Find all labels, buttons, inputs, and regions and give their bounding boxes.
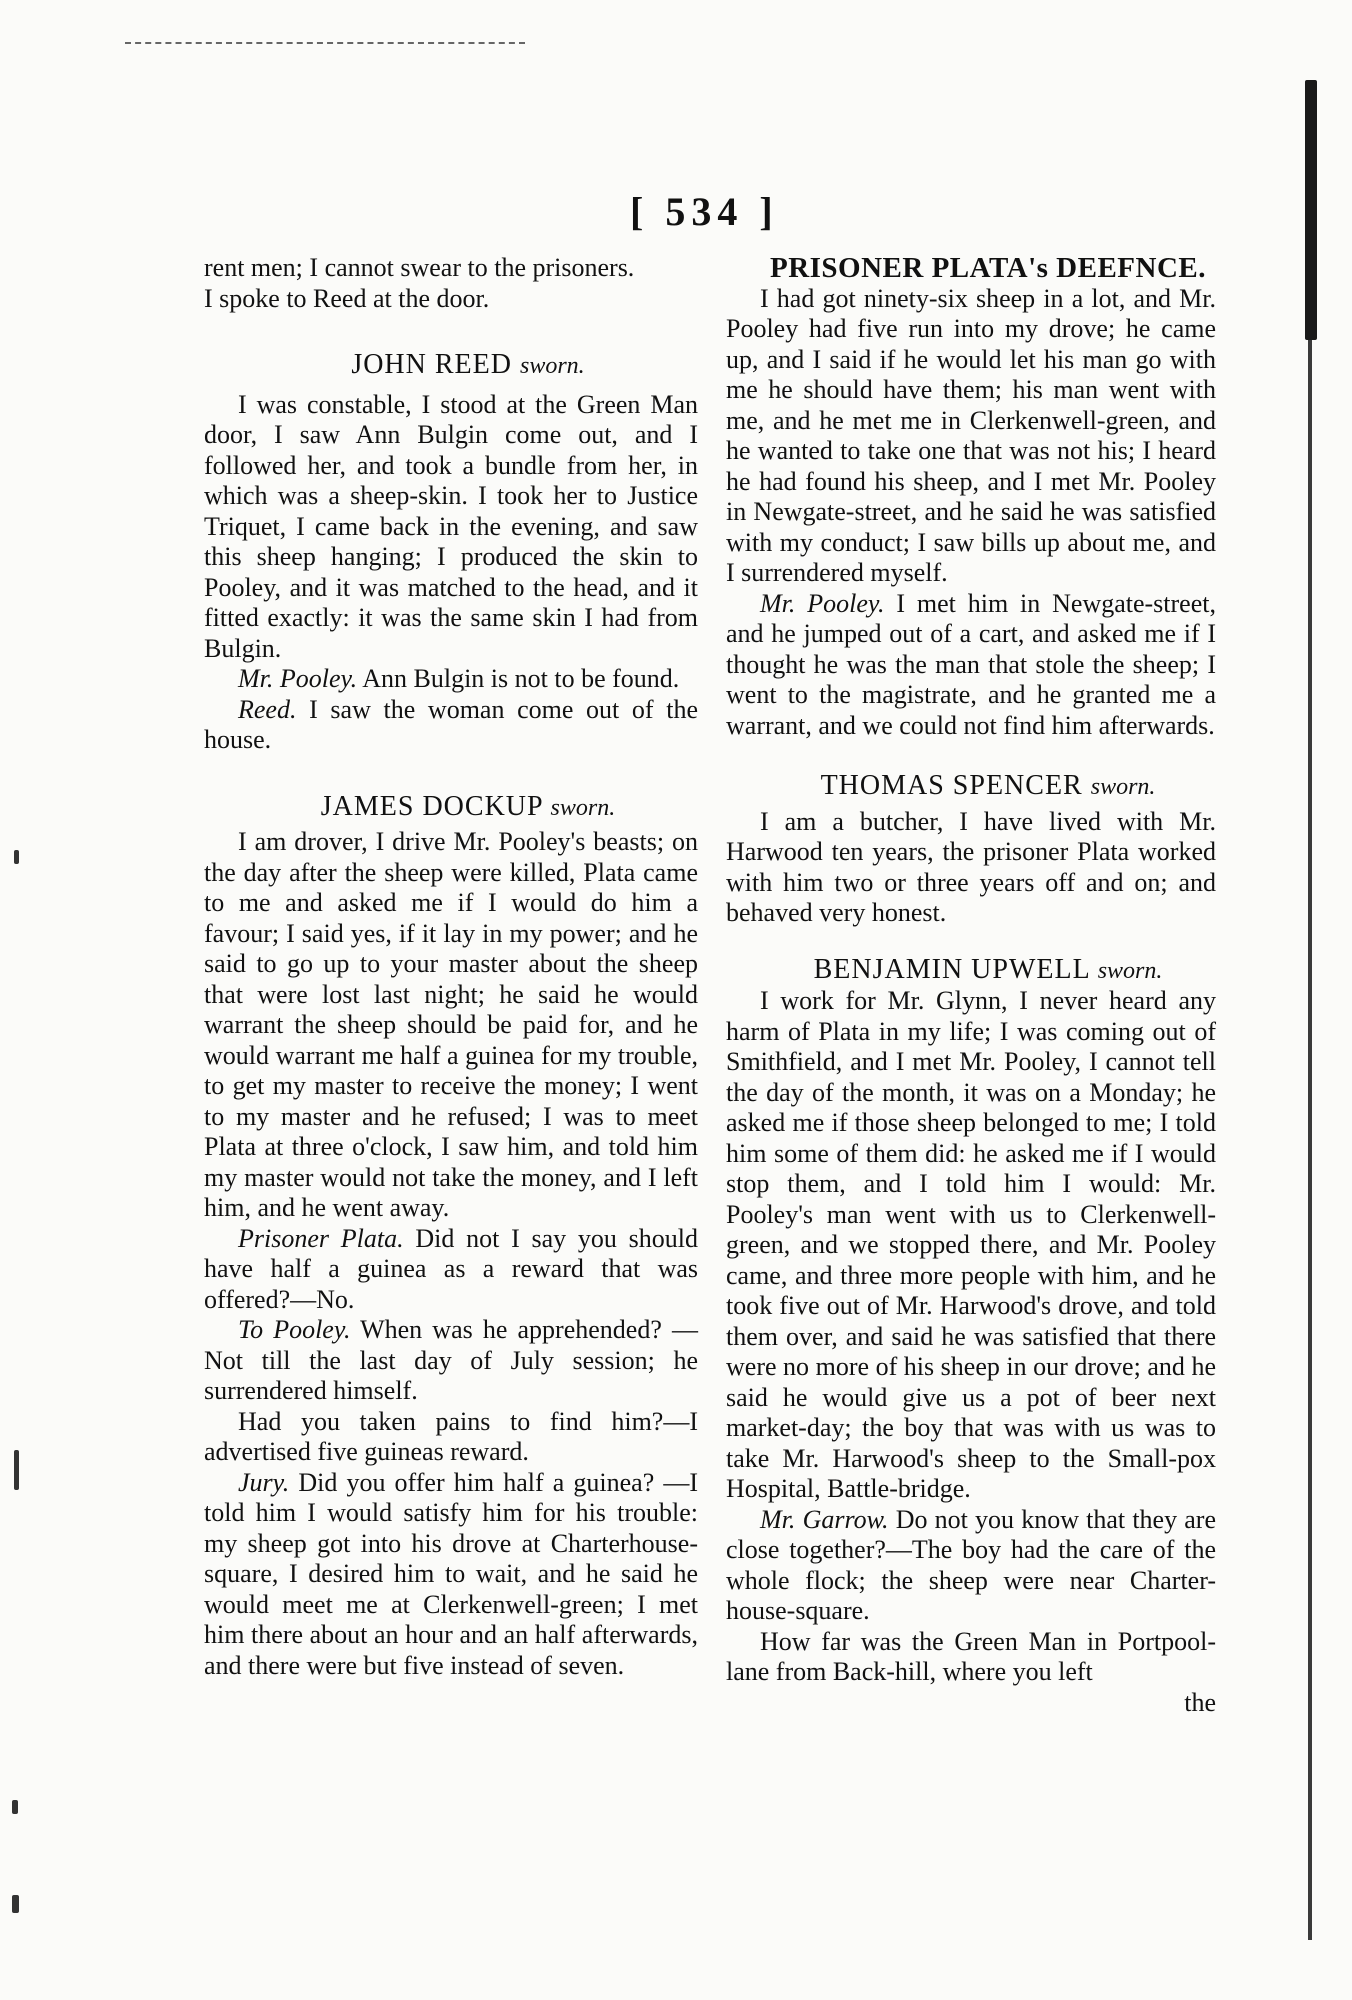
witness-heading	[726, 771, 1216, 803]
scan-speck	[12, 1800, 18, 1814]
speech-text: I met him in Newgate-street, and he jumped out of a cart, and asked me if I thought he was the man that stole the sheep; I went to the magistrate, and he granted me a warrant, and we could not find him afterwards.	[726, 588, 1216, 740]
speaker-name: Reed.	[238, 694, 297, 724]
speech-text: Ann Bulgin is not to be found.	[357, 664, 680, 693]
right-column	[726, 253, 1216, 1718]
testimony-paragraph: I am drover, I drive Mr. Pooley's beasts; on the day after the sheep were killed, Plata came to me and asked me if I would do him a favour; I said yes, if it lay in my power; and he said to go up to your master about the sheep that were lost last night; he said he would warrant the sheep should be paid for, and he would warrant me half a guinea for my trouble, to get my master to receive the money; I went to my master and he refused; I was to meet Plata at three o'clock, I saw him, and told him my master would not take the money, and I left him, and he went away.	[204, 827, 698, 1222]
testimony-paragraph: How far was the Green Man in Portpool-lane from Back-hill, where you left	[726, 1626, 1216, 1686]
page-number: [ 534 ]	[630, 189, 779, 234]
speaker-name: Mr. Pooley.	[238, 664, 358, 693]
witness-name: JAMES DOCKUP	[320, 790, 543, 822]
testimony-paragraph: I was constable, I stood at the Green Man door, I saw Ann Bulgin come out, and I followed her, and took a bundle from her, in which was a sheep-skin. I took her to Justice Triquet, I came back in the evening, and saw this sheep hanging; I produced the skin to Pooley, and it was matched to the head, and it fitted exactly: it was the same skin I had from Bulgin.	[204, 389, 698, 663]
witness-name: JOHN REED	[351, 349, 512, 380]
speaker-name: To Pooley.	[238, 1315, 351, 1344]
continued-line: I spoke to Reed at the door.	[204, 283, 490, 313]
testimony-paragraph: I work for Mr. Glynn, I never heard any harm of Plata in my life; I was coming out of Smithfield, and I met Mr. Pooley, I cannot tell the day of the month, it was on a Monday; he asked me if those sheep belonged to me; I told him some of them did: he asked me if I would stop them, and I told him I would: Mr. Pooley's man went with us to Clerkenwell-green, and we stopped there, and Mr. Pooley came, and three more people with him, and he took five out of Mr. Harwood's drove, and told them over, and said he was satisfied that there were no more of his sheep in our drove; and he said he would give us a pot of beer next market-day; the boy that was with us was to take Mr. Harwood's sheep to the Small-pox Hospital, Battle-bridge.	[726, 986, 1216, 1503]
sworn-label: sworn.	[1097, 957, 1163, 984]
sworn-label: sworn.	[550, 794, 616, 821]
testimony-paragraph	[204, 1315, 698, 1407]
speaker-name: Jury.	[238, 1467, 290, 1497]
testimony-paragraph	[204, 1224, 698, 1316]
scan-speck	[14, 850, 19, 864]
continued-line: rent men; I cannot swear to the prisoners.	[204, 253, 635, 282]
witness-heading	[204, 350, 698, 382]
testimony-paragraph: Had you taken pains to find him?—I advertised five guineas reward.	[204, 1406, 698, 1466]
top-rule	[125, 42, 525, 44]
testimony-paragraph	[726, 589, 1216, 742]
binding-edge	[1308, 340, 1312, 1940]
speech-text: Did you offer him half a guinea? —I told him I would satisfy him for his trouble: my sheep got into his drove at Charterhouse-square, I desired him to wait, and he said he would meet me at Clerkenwell-green; I met him there about an hour and an half afterwards, and there were but five instead of seven.	[204, 1467, 698, 1680]
witness-heading	[726, 955, 1216, 987]
speaker-name: Prisoner Plata.	[238, 1223, 404, 1253]
witness-name: THOMAS SPENCER	[820, 770, 1083, 801]
sworn-label: sworn.	[1090, 774, 1156, 800]
speech-text: Do not you know that they are close together?—The boy had the care of the whole flock; the sheep were near Charter-house-square.	[726, 1504, 1216, 1625]
speech-text: When was he apprehended? —Not till the last day of July session; he surrendered himself.	[204, 1315, 698, 1405]
speaker-name: Mr. Garrow.	[760, 1504, 889, 1534]
testimony-paragraph	[726, 1505, 1216, 1627]
defence-heading: PRISONER PLATA's DEEFNCE.	[769, 252, 1206, 284]
speech-text: I saw the woman come out of the house.	[204, 694, 698, 754]
left-column	[204, 253, 698, 1681]
testimony-paragraph	[204, 664, 698, 695]
catchword: the	[1184, 1687, 1216, 1717]
sworn-label: sworn.	[519, 353, 585, 379]
speaker-name: Mr. Pooley.	[760, 588, 885, 618]
witness-name: BENJAMIN UPWELL	[813, 953, 1090, 985]
binding-shadow	[1305, 80, 1317, 340]
scan-speck	[12, 1895, 19, 1913]
testimony-paragraph: I am a butcher, I have lived with Mr. Harwood ten years, the prisoner Plata worked with him two or three years off and on; and behaved very honest.	[726, 806, 1216, 927]
scan-speck	[14, 1450, 19, 1490]
speech-text: Did not I say you should have half a guinea as a reward that was offered?—No.	[204, 1223, 698, 1314]
testimony-paragraph: I had got ninety-six sheep in a lot, and Mr. Pooley had five run into my drove; he came up, and I said if he would let his man go with me he should have them; his man went with me, and he met me in Clerkenwell-green, and he wanted to take one that was not his; I heard he had found his sheep, and I met Mr. Pooley in Newgate-street, and he said he was satisfied with my conduct; I saw bills up about me, and I surrendered myself.	[726, 283, 1216, 587]
testimony-paragraph	[204, 1468, 698, 1682]
testimony-paragraph	[204, 695, 698, 756]
witness-heading	[204, 792, 698, 824]
